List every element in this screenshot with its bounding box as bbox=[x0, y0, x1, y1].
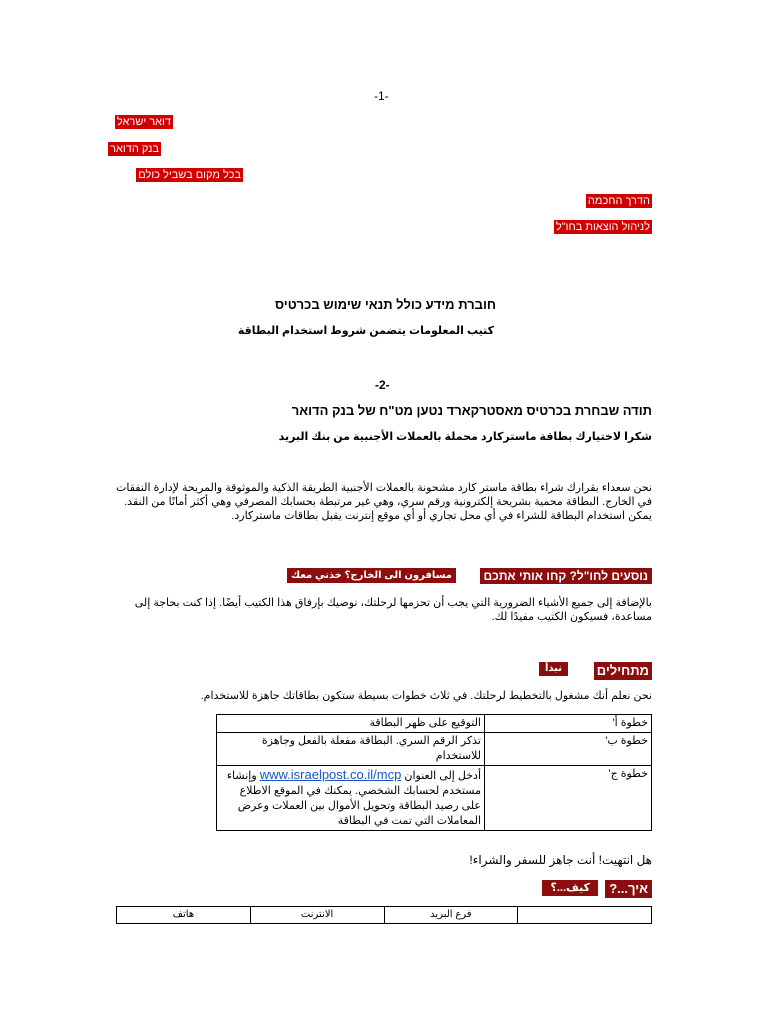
channel-post-branch: فرع البريد bbox=[384, 907, 518, 924]
step-label: خطوة أ' bbox=[485, 715, 652, 733]
how-heading-hebrew: איך...? bbox=[605, 880, 652, 898]
intro-paragraph: نحن سعداء بقرارك شراء بطاقة ماستر كارد مشحونة بالعملات الأجنبية الطريقة الذكية والموثوقة والمريحة لإدارة النفقات في الخارج. البطاقة محمية بشريحة إلكترونية ورقم سري، وهي غير مرتبطة بحسابك المصرفي وهي أكثر أمانًا من النقد. يمكن استخدام البطاقة للشراء في أي محل تجاري أو أي موقع إنترنت يقبل بطاقات ماستركارد. bbox=[116, 482, 652, 522]
tag-postal-bank: בנק הדואר bbox=[110, 143, 159, 155]
channel-empty bbox=[518, 907, 652, 924]
tag-everywhere: בכל מקום בשביל כולם bbox=[138, 169, 241, 181]
channel-phone: هاتف bbox=[117, 907, 251, 924]
table-row bbox=[117, 907, 652, 924]
start-heading-hebrew: מתחילים bbox=[594, 662, 652, 680]
thanks-hebrew: תודה שבחרת בכרטיס מאסטרקארד נטען מט"ח של בנק הדואר bbox=[291, 403, 652, 418]
table-row bbox=[217, 766, 652, 831]
how-heading-arabic: كيف...؟ bbox=[542, 880, 598, 896]
steps-table bbox=[216, 714, 652, 831]
israelpost-link[interactable]: www.israelpost.co.il/mcp bbox=[259, 767, 402, 782]
step-label: خطوة ب' bbox=[485, 733, 652, 766]
step-text-after: وإنشاء مستخدم لحسابك الشخصي. يمكنك في الموقع الاطلاع على رصيد البطاقة وتحويل الأموال بين العملات وعرض المعاملات التي تمت في البطاقة bbox=[226, 770, 481, 827]
tag-smart-way: הדרך החכמה bbox=[587, 195, 650, 207]
step-text: تذكر الرقم السري. البطاقة مفعلة بالفعل وجاهزة للاستخدام bbox=[217, 733, 485, 766]
step-label: خطوة ج' bbox=[485, 766, 652, 831]
banner-travel-arabic: مسافرون الى الخارج؟ خذني معك bbox=[287, 568, 456, 583]
start-heading-arabic: نبدأ bbox=[539, 662, 568, 676]
booklet-title-hebrew: חוברת מידע כולל תנאי שימוש בכרטיס bbox=[274, 297, 496, 312]
page-number-1: -1- bbox=[374, 89, 389, 103]
steps-intro: نحن نعلم أنك مشغول بالتخطيط لرحلتك. في ثلاث خطوات بسيطة ستكون بطاقاتك جاهزة للاستخدام. bbox=[200, 690, 652, 702]
table-row bbox=[217, 715, 652, 733]
thanks-arabic: شكرا لاختيارك بطاقة ماستركارد محملة بالعملات الأجنبية من بنك البريد bbox=[278, 431, 652, 443]
tag-manage-expenses: לניהול הוצאות בחו"ל bbox=[555, 221, 650, 233]
channel-internet: الانترنت bbox=[250, 907, 384, 924]
step-text-before: أدخل إلى العنوان bbox=[404, 770, 481, 782]
step-text bbox=[217, 766, 485, 831]
banner-travel-hebrew: נוסעים לחו"ל? קחו אותי אתכם bbox=[480, 568, 652, 584]
page-number-2: -2- bbox=[375, 378, 390, 392]
travel-paragraph: بالإضافة إلى جميع الأشياء الضرورية التي يجب أن تحزمها لرحلتك، نوصيك بإرفاق هذا الكتيب أيضًا. إذا كنت بحاجة إلى مساعدة، فسيكون الكتيب مفيدًا لك. bbox=[134, 597, 652, 623]
booklet-title-arabic: كتيب المعلومات يتضمن شروط استخدام البطاقة bbox=[237, 325, 494, 337]
step-text: التوقيع على ظهر البطاقة bbox=[217, 715, 485, 733]
table-row bbox=[217, 733, 652, 766]
ready-text: هل انتهيت! أنت جاهز للسفر والشراء! bbox=[469, 853, 652, 867]
channels-table bbox=[116, 906, 652, 924]
tag-israel-post: דואר ישראל bbox=[116, 116, 171, 128]
